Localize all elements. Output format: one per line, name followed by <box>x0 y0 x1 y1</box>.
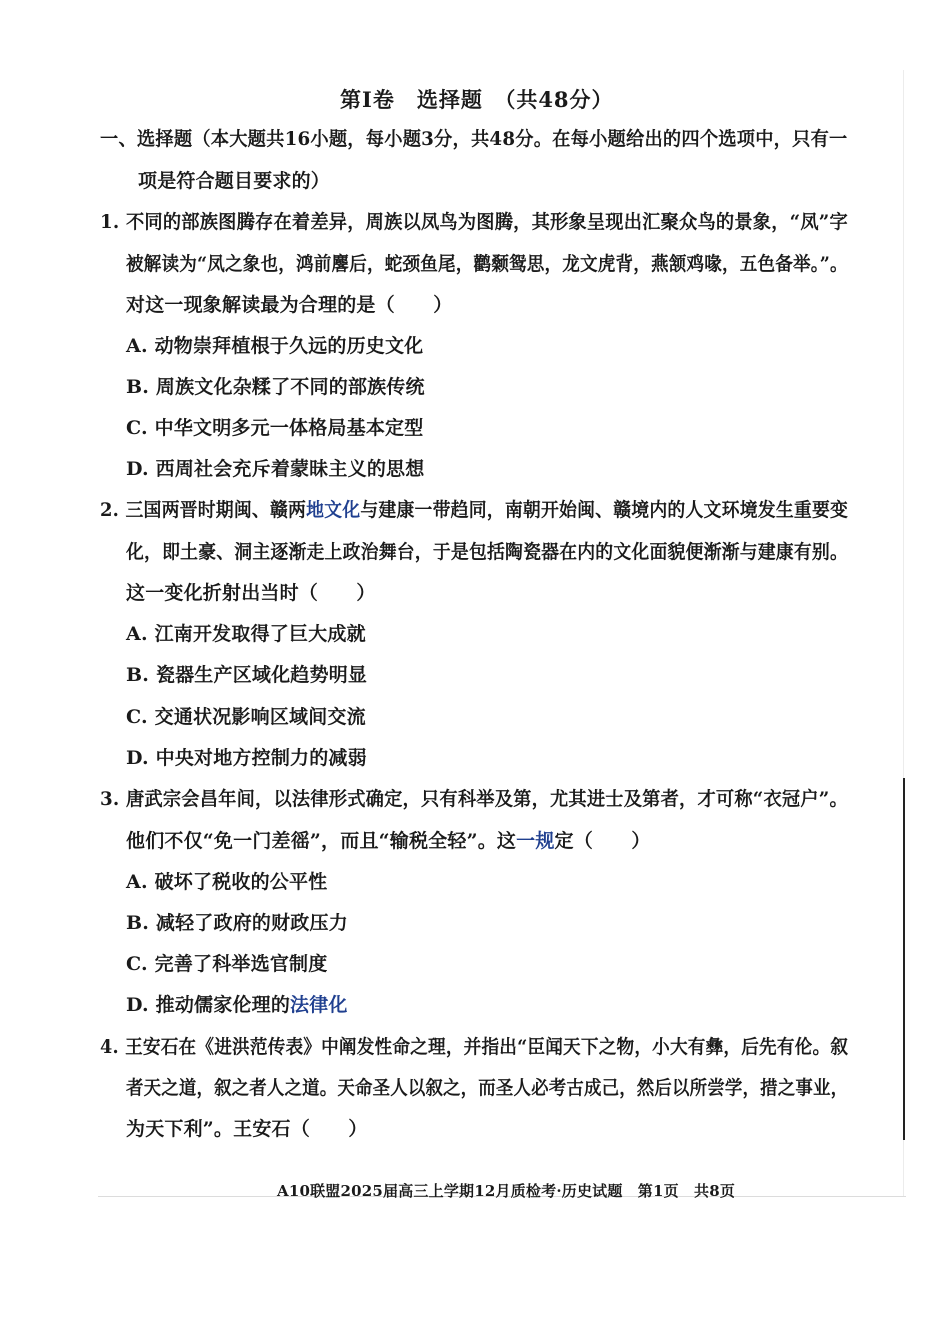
question-2-line-1-part-b: 与建康一带趋同，南朝开始闽、赣境内的人文环境发生重要变 <box>360 499 849 521</box>
scan-edge-mark <box>903 778 905 1140</box>
question-2-annotated-text: 地文化 <box>306 499 361 521</box>
question-2-option-a: A. 江南开发取得了巨大成就 <box>126 623 366 645</box>
section-title: 第Ⅰ卷 选择题 （共48分） <box>340 87 614 112</box>
question-3-option-a: A. 破坏了税收的公平性 <box>126 871 328 893</box>
question-2-option-b: B. 瓷器生产区域化趋势明显 <box>126 664 368 686</box>
question-1-option-b: B. 周族文化杂糅了不同的部族传统 <box>126 376 425 398</box>
question-2-option-c: C. 交通状况影响区域间交流 <box>126 706 366 728</box>
question-4-line-2: 者天之道，叙之者人之道。天命圣人以叙之，而圣人必考古成己，然后以所尝学，措之事业， <box>126 1077 849 1099</box>
question-1-line-3: 对这一现象解读最为合理的是（ ） <box>126 294 453 316</box>
question-1-line-2: 被解读为“凤之象也，鸿前麐后，蛇颈鱼尾，鹳颡鸳思，龙文虎背，燕颔鸡喙，五色备举。”。 <box>126 253 848 275</box>
page-footer: A10联盟2025届高三上学期12月质检考·历史试题 第1页 共8页 <box>277 1182 736 1200</box>
question-2-line-2: 化，即土豪、洞主逐渐走上政治舞台，于是包括陶瓷器在内的文化面貌便渐渐与建康有别。 <box>126 541 849 563</box>
instructions-line-2: 项是符合题目要求的） <box>138 170 331 192</box>
question-4-line-1: 4. 王安石在《进洪范传表》中阐发性命之理，并指出“臣闻天下之物，小大有彝，后先有伦。叙 <box>100 1036 849 1058</box>
question-2-line-3: 这一变化折射出当时（ ） <box>126 582 376 604</box>
question-3-option-c: C. 完善了科举选官制度 <box>126 953 328 975</box>
question-2-line-1 <box>100 495 848 522</box>
question-3-line-2 <box>126 826 651 853</box>
question-3-option-d-part-a: D. 推动儒家伦理的 <box>126 994 291 1016</box>
question-3-line-1: 3. 唐武宗会昌年间，以法律形式确定，只有科举及第，尤其进士及第者，才可称“衣冠户”。 <box>100 788 848 810</box>
question-1-option-d: D. 西周社会充斥着蒙昧主义的思想 <box>126 458 425 480</box>
question-1-option-a: A. 动物崇拜植根于久远的历史文化 <box>126 335 424 357</box>
question-1-option-c: C. 中华文明多元一体格局基本定型 <box>126 417 424 439</box>
question-2-line-1-part-a: 2. 三国两晋时期闽、赣两 <box>100 499 307 521</box>
question-3-option-b: B. 减轻了政府的财政压力 <box>126 912 348 934</box>
instructions-line-1: 一、选择题（本大题共16小题，每小题3分，共48分。在每小题给出的四个选项中，只有一 <box>100 128 848 150</box>
question-3-option-d <box>126 990 348 1017</box>
question-3-option-d-annotated: 法律化 <box>290 994 348 1016</box>
question-3-line-2-part-b: 定（ ） <box>554 830 651 852</box>
question-2-option-d: D. 中央对地方控制力的减弱 <box>126 747 367 769</box>
question-3-annotated-text: 一规 <box>516 830 555 852</box>
question-1-line-1: 1. 不同的部族图腾存在着差异，周族以凤鸟为图腾，其形象呈现出汇聚众鸟的景象，“凤”字 <box>100 211 848 233</box>
question-4-line-3: 为天下利”。王安石（ ） <box>126 1118 368 1140</box>
question-3-line-2-part-a: 他们不仅“免一门差徭”，而且“输税全轻”。这 <box>126 830 517 852</box>
